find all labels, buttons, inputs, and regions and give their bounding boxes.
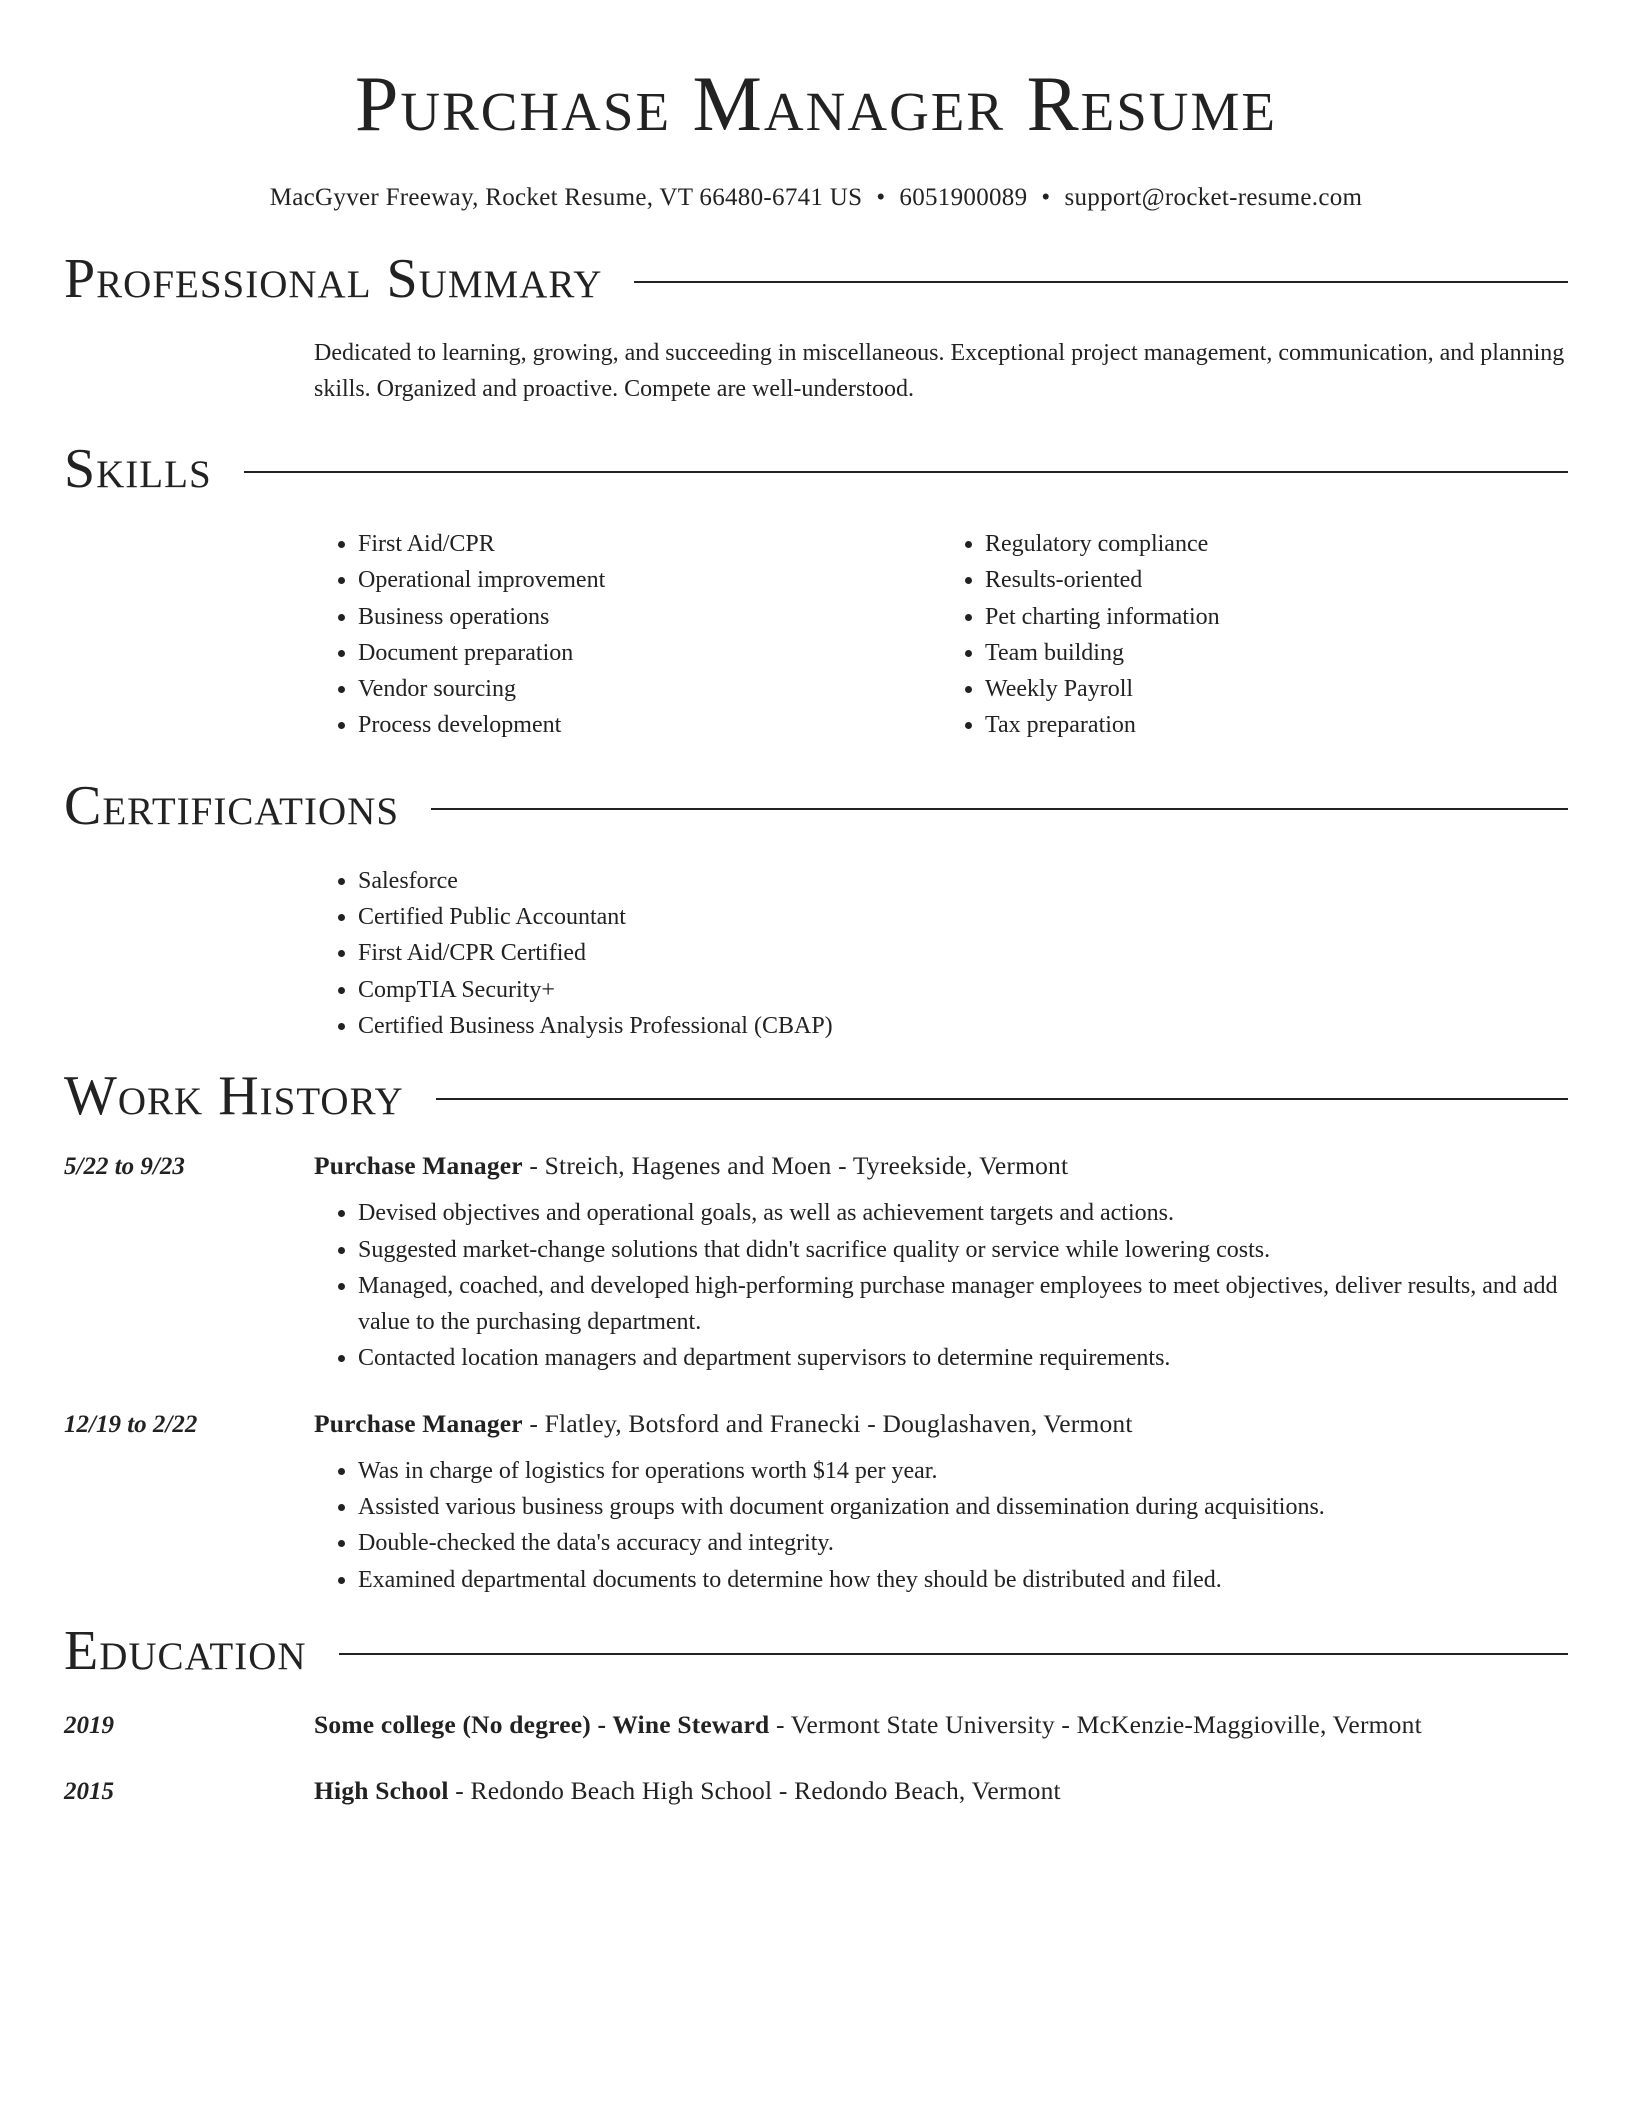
job-bullet-list [314, 1453, 1568, 1598]
job-header [64, 1409, 1568, 1439]
contact-line [64, 184, 1568, 212]
education-heading: Education [64, 1619, 307, 1682]
skill-item: • Operational improvement [358, 562, 941, 598]
education-header [64, 1616, 1568, 1686]
section-divider [339, 1653, 1568, 1655]
job-bullet: • Managed, coached, and developed high-performing purchase manager employees to meet objectives, deliver results, and add value to the purchasing department. [358, 1268, 1568, 1341]
summary-content [314, 335, 1568, 407]
skill-item: • Weekly Payroll [985, 671, 1568, 707]
job-details: - Streich, Hagenes and Moen - Tyreekside, Vermont [522, 1151, 1069, 1181]
education-entry [64, 1710, 1568, 1740]
job-bullets [314, 1195, 1568, 1376]
work-heading: Work History [64, 1065, 404, 1128]
certifications-content [314, 863, 1568, 1044]
skill-item: • Process development [358, 707, 941, 743]
education-entry [64, 1776, 1568, 1806]
education-year: 2019 [64, 1711, 114, 1739]
summary-text: Dedicated to learning, growing, and succeeding in miscellaneous. Exceptional project management, communication, and planning skills. Organized and proactive. Compete are well-understood. [314, 340, 1565, 402]
certification-item: • First Aid/CPR Certified [358, 935, 1568, 971]
skills-list-right [941, 526, 1568, 744]
section-divider [436, 1098, 1568, 1100]
job-bullet: • Examined departmental documents to determine how they should be distributed and filed. [358, 1562, 1568, 1598]
job-bullet: • Double-checked the data's accuracy and integrity. [358, 1525, 1568, 1561]
skill-item: • Document preparation [358, 635, 941, 671]
skill-item: • Tax preparation [985, 707, 1568, 743]
skill-item: • Vendor sourcing [358, 671, 941, 707]
job-title: Purchase Manager [314, 1408, 523, 1438]
section-divider [634, 281, 1568, 283]
contact-separator: • [876, 184, 886, 211]
education-headline [314, 1776, 1061, 1806]
job-details: - Flatley, Botsford and Franecki - Douglashaven, Vermont [522, 1408, 1133, 1438]
job-headline [314, 1151, 1068, 1181]
skills-header [64, 434, 1568, 504]
job-entry [64, 1409, 1568, 1598]
education-degree: High School [314, 1775, 449, 1805]
education-degree: Some college (No degree) - Wine Steward [314, 1709, 770, 1739]
job-bullets [314, 1453, 1568, 1598]
certification-item: • Certified Public Accountant [358, 899, 1568, 935]
skills-list-left [314, 526, 941, 744]
section-divider [244, 471, 1568, 473]
job-dates: 12/19 to 2/22 [64, 1410, 198, 1438]
skill-item: • Results-oriented [985, 562, 1568, 598]
summary-section [64, 244, 1568, 407]
phone: 6051900089 [899, 184, 1028, 211]
job-bullet: • Suggested market-change solutions that didn't sacrifice quality or service while lowering costs. [358, 1232, 1568, 1268]
skill-item: • First Aid/CPR [358, 526, 941, 562]
contact-separator: • [1041, 184, 1051, 211]
job-bullet: • Contacted location managers and department supervisors to determine requirements. [358, 1340, 1568, 1376]
certifications-heading: Certifications [64, 774, 400, 837]
skill-item: • Business operations [358, 599, 941, 635]
job-header [64, 1151, 1568, 1181]
job-bullet-list [314, 1195, 1568, 1376]
job-headline [314, 1409, 1133, 1439]
certifications-header [64, 771, 1568, 841]
job-bullet: • Devised objectives and operational goals, as well as achievement targets and actions. [358, 1195, 1568, 1231]
education-details: - Redondo Beach High School - Redondo Beach, Vermont [448, 1775, 1061, 1805]
work-section [64, 1061, 1568, 1598]
education-section [64, 1616, 1568, 1806]
summary-header [64, 244, 1568, 314]
work-header [64, 1061, 1568, 1131]
certifications-list [314, 863, 1568, 1044]
skills-section [64, 434, 1568, 744]
skills-heading: Skills [64, 438, 212, 500]
job-bullet: • Was in charge of logistics for operations worth $14 per year. [358, 1453, 1568, 1489]
education-headline [314, 1710, 1422, 1740]
section-divider [431, 808, 1568, 810]
skill-item: • Team building [985, 635, 1568, 671]
skill-item: • Regulatory compliance [985, 526, 1568, 562]
skill-item: • Pet charting information [985, 599, 1568, 635]
job-bullet: • Assisted various business groups with document organization and dissemination during acquisitions. [358, 1489, 1568, 1525]
page-title: Purchase Manager Resume [354, 60, 1278, 147]
email: support@rocket-resume.com [1064, 184, 1363, 211]
certifications-section [64, 771, 1568, 1044]
job-dates: 5/22 to 9/23 [64, 1153, 185, 1181]
address: MacGyver Freeway, Rocket Resume, VT 66480-6741 US [269, 184, 863, 211]
certification-item: • CompTIA Security+ [358, 972, 1568, 1008]
certification-item: • Salesforce [358, 863, 1568, 899]
job-title: Purchase Manager [314, 1151, 523, 1181]
job-entry [64, 1151, 1568, 1376]
certification-item: • Certified Business Analysis Professional (CBAP) [358, 1008, 1568, 1044]
skills-grid [314, 526, 1568, 744]
education-details: - Vermont State University - McKenzie-Maggioville, Vermont [769, 1709, 1422, 1739]
summary-heading: Professional Summary [64, 248, 603, 310]
education-year: 2015 [64, 1777, 114, 1805]
